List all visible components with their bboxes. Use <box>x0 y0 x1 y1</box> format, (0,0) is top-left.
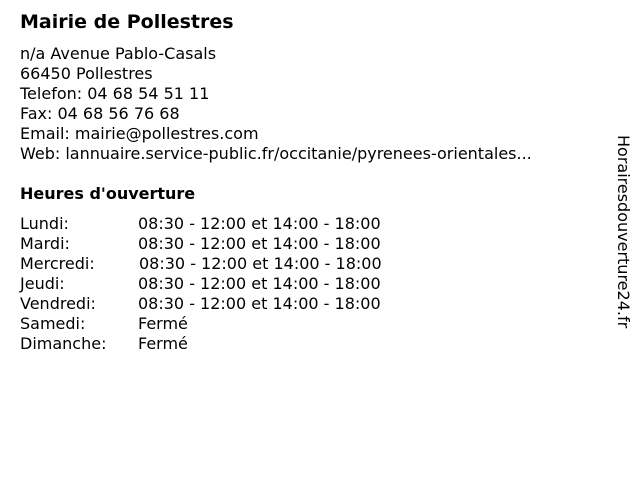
hours-heading: Heures d'ouverture <box>20 184 196 203</box>
hours-row-vendredi <box>20 294 440 314</box>
hours-row-mercredi <box>20 254 440 274</box>
telefon-text: Telefon: 04 68 54 51 11 <box>20 84 210 103</box>
fax-text: Fax: 04 68 56 76 68 <box>20 104 180 123</box>
day-label: Dimanche: <box>20 334 107 353</box>
day-label: Lundi: <box>20 214 69 233</box>
web-text: Web: lannuaire.service-public.fr/occitanie/pyrenees-orientales... <box>20 144 532 163</box>
hours-row-jeudi <box>20 274 440 294</box>
email-text: Email: mairie@pollestres.com <box>20 124 259 143</box>
hours-row-dimanche <box>20 334 440 354</box>
time-value: Fermé <box>138 334 188 353</box>
day-label: Mercredi: <box>20 254 95 273</box>
day-label: Mardi: <box>20 234 70 253</box>
contact-info <box>20 44 532 164</box>
time-value: 08:30 - 12:00 et 14:00 - 18:00 <box>139 254 382 273</box>
page-title: Mairie de Pollestres <box>20 11 234 33</box>
day-label: Jeudi: <box>20 274 65 293</box>
day-label: Samedi: <box>20 314 86 333</box>
time-value: 08:30 - 12:00 et 14:00 - 18:00 <box>138 234 381 253</box>
hours-row-lundi <box>20 214 440 234</box>
hours-row-mardi <box>20 234 440 254</box>
time-value: 08:30 - 12:00 et 14:00 - 18:00 <box>138 274 381 293</box>
hours-row-samedi <box>20 314 440 334</box>
address-line-city: 66450 Pollestres <box>20 64 153 83</box>
time-value: Fermé <box>138 314 188 333</box>
hours-table <box>20 214 440 354</box>
time-value: 08:30 - 12:00 et 14:00 - 18:00 <box>138 294 381 313</box>
address-line-street: n/a Avenue Pablo-Casals <box>20 44 217 63</box>
time-value: 08:30 - 12:00 et 14:00 - 18:00 <box>138 214 381 233</box>
site-watermark: Horairesdouverture24.fr <box>614 135 633 329</box>
day-label: Vendredi: <box>20 294 96 313</box>
